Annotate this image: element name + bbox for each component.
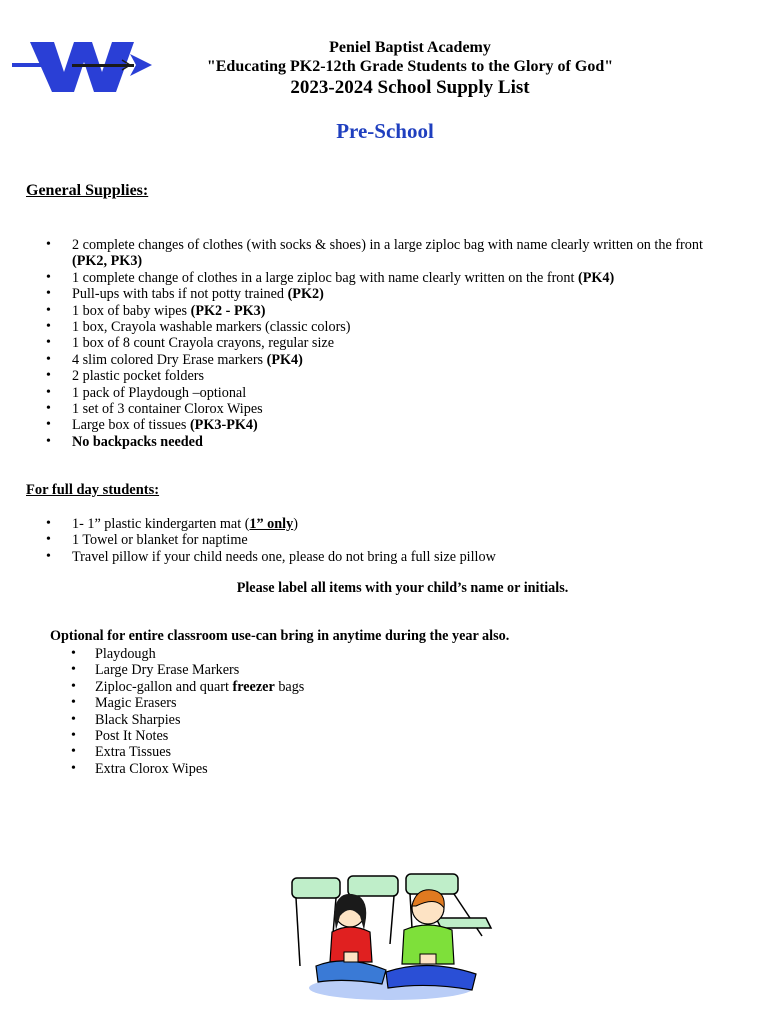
optional-heading: Optional for entire classroom use-can bring in anytime during the year also. [50, 628, 510, 644]
list-item: • Playdough [95, 646, 695, 662]
list-item: • 1 box of 8 count Crayola crayons, regular size [72, 335, 752, 351]
list-item: • No backpacks needed [72, 434, 752, 450]
list-item: • Ziploc-gallon and quart freezer bags [95, 679, 695, 695]
children-sitting-illustration-icon [286, 866, 496, 1002]
list-item: • 1 complete change of clothes in a large ziploc bag with name clearly written on the front (PK4) [72, 270, 752, 286]
general-supplies-heading: General Supplies: [26, 182, 149, 199]
label-note: Please label all items with your child’s name or initials. [236, 580, 569, 596]
list-item: • 4 slim colored Dry Erase markers (PK4) [72, 352, 752, 368]
grade-level-heading: Pre-School [336, 119, 434, 143]
list-item: • Black Sharpies [95, 712, 695, 728]
list-item: • 2 plastic pocket folders [72, 368, 752, 384]
list-item: • Large Dry Erase Markers [95, 662, 695, 678]
school-logo-icon [12, 32, 152, 98]
list-item: • 2 complete changes of clothes (with socks & shoes) in a large ziploc bag with name clearly written on the front (PK2, PK3) [72, 237, 752, 270]
page-title: 2023-2024 School Supply List [290, 77, 530, 98]
list-item: • Travel pillow if your child needs one, please do not bring a full size pillow [72, 549, 752, 565]
document-header [150, 38, 670, 100]
optional-supplies-list [95, 646, 695, 777]
list-item: • 1- 1” plastic kindergarten mat (1” only) [72, 516, 752, 532]
school-name: Peniel Baptist Academy [329, 39, 491, 56]
list-item: • 1 box, Crayola washable markers (classic colors) [72, 319, 752, 335]
list-item: • Post It Notes [95, 728, 695, 744]
list-item: • Extra Clorox Wipes [95, 761, 695, 777]
list-item: • 1 set of 3 container Clorox Wipes [72, 401, 752, 417]
list-item: • 1 Towel or blanket for naptime [72, 532, 752, 548]
list-item: • Extra Tissues [95, 744, 695, 760]
list-item: • 1 box of baby wipes (PK2 - PK3) [72, 303, 752, 319]
school-motto: "Educating PK2-12th Grade Students to the Glory of God" [206, 58, 614, 75]
list-item: • 1 pack of Playdough –optional [72, 385, 752, 401]
list-item: • Large box of tissues (PK3-PK4) [72, 417, 752, 433]
full-day-heading: For full day students: [26, 482, 160, 498]
full-day-list [72, 516, 752, 565]
general-supplies-list [72, 237, 752, 450]
list-item: • Magic Erasers [95, 695, 695, 711]
list-item: • Pull-ups with tabs if not potty trained (PK2) [72, 286, 752, 302]
